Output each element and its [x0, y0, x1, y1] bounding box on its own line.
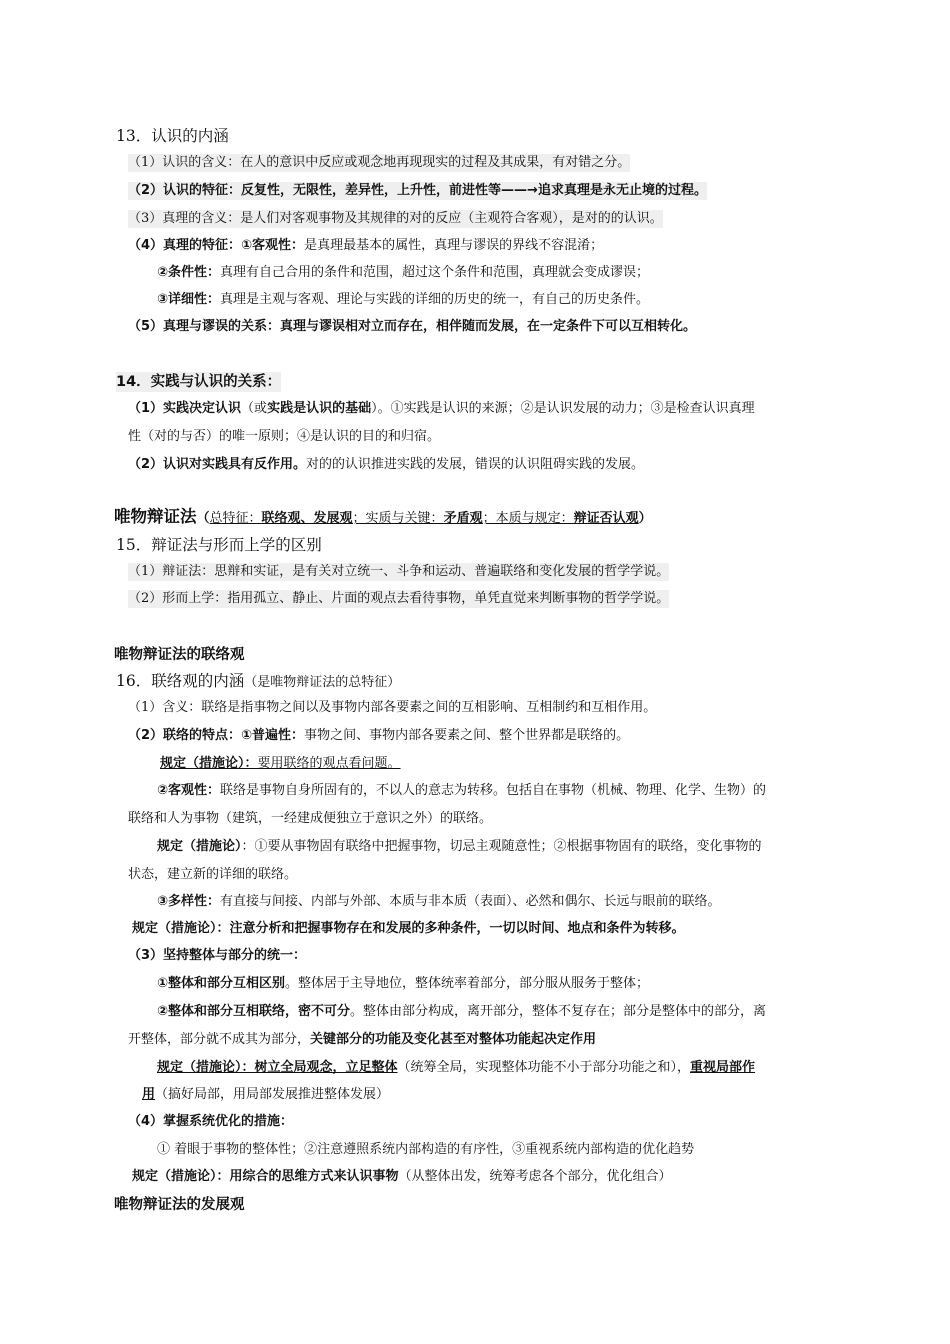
s16-line-10: （3）坚持整体与部分的统一：: [128, 948, 307, 963]
s14-line-2: 性（对的与否）的唯一原则；④是认识的目的和归宿。: [128, 429, 441, 444]
s16-line-9: 规定（措施论）：注意分析和把握事物存在和发展的多种条件，一切以时间、地点和条件为转移。: [132, 921, 685, 936]
s15-line-2: （2）形而上学：指用孤立、静止、片面的观点去看待事物，单凭直觉来判断事物的哲学学说。: [128, 591, 670, 606]
s14-line-1: [128, 400, 755, 418]
s16-line-18: [132, 1168, 672, 1186]
s13-line-1: （1）认识的含义：在人的意识中反应或观念地再现现实的过程及其成果，有对错之分。: [128, 155, 631, 170]
s13-line-4-text: 是真理最基本的属性，真理与谬误的界线不容混淆；: [304, 238, 604, 253]
s13-line-2: （2）认识的特征：反复性，无限性，差异性，上升性，前进性等——→追求真理是永无止境的过程。: [128, 183, 707, 198]
s16-line-1: （1）含义：联络是指事物之间以及事物内部各要素之间的互相影响、互相制约和互相作用。: [128, 700, 657, 715]
section-14-title: 14．实践与认识的关系：: [116, 374, 282, 390]
s16-line-15-head: 用: [142, 1087, 156, 1102]
s16-line-15-text: （搞好局部，用局部发展推进整体发展）: [155, 1087, 390, 1102]
s14-line-1-b: （或: [241, 401, 268, 416]
dialectics-core-value: 矛盾观: [443, 511, 483, 526]
s16-line-6-text: ：①要从事物固有联络中把握事物，切忌主观随意性；②根据事物固有的联络，变化事物的: [241, 839, 762, 854]
s16-line-13: [128, 1031, 596, 1049]
s16-line-3-text: 要用联络的观点看问题。: [257, 756, 401, 771]
s16-line-2-text: 事物之间、事物内部各要素之间、整个世界都是联络的。: [304, 728, 630, 743]
s16-line-16: （4）掌握系统优化的措施：: [128, 1114, 294, 1129]
s16-line-15: [142, 1086, 389, 1104]
s16-line-11-text: 。整体居于主导地位，整体统率着部分，部分服从服务于整体；: [285, 976, 650, 991]
dialectics-general-value: 联络观、发展观: [261, 511, 353, 526]
s13-line-4: [128, 237, 603, 255]
s16-line-14: [157, 1059, 755, 1077]
dialectics-heading: [114, 506, 652, 531]
s16-line-18-label: 规定（措施论）：用综合的思维方式来认识事物: [132, 1169, 399, 1184]
s16-line-13-text: 开整体，部分就不成其为部分，: [128, 1032, 311, 1047]
s16-line-11: [157, 975, 649, 993]
s13-line-5-text: 真理有自己合用的条件和范围，超过这个条件和范围，真理就会变成谬误；: [220, 265, 650, 280]
lianluo-heading: 唯物辩证法的联络观: [114, 647, 245, 663]
s16-line-17: ① 着眼于事物的整体性；②注意遵照系统内部构造的有序性，③重视系统内部构造的优化趋势: [157, 1142, 695, 1157]
dialectics-essence-label: ；本质与规定：: [482, 511, 574, 526]
s14-line-1-c: 实践是认识的基础: [267, 401, 372, 416]
section-13-title: 13．认识的内涵: [116, 127, 229, 145]
dialectics-core-label: ；实质与关键：: [352, 511, 444, 526]
s15-line-1: （1）辩证法：思辩和实证，是有关对立统一、斗争和运动、普遍联络和变化发展的哲学学说。: [128, 564, 670, 579]
s16-line-5: 联络和人为事物（建筑，一经建成便独立于意识之外）的联络。: [128, 811, 493, 826]
s14-line-3: [128, 456, 644, 474]
s16-line-12-text: 。整体由部分构成，离开部分，整体不复存在；部分是整体中的部分，离: [350, 1004, 767, 1019]
s16-line-12: [157, 1003, 766, 1021]
s16-line-13-bold: 关键部分的功能及变化甚至对整体功能起决定作用: [310, 1032, 597, 1047]
s14-line-3-b: 对的的认识推进实践的发展，错误的认识阻碍实践的发展。: [306, 457, 645, 472]
s13-line-4-label: （4）真理的特征：①客观性：: [128, 238, 305, 253]
s16-line-3-label: 规定（措施论）：: [160, 756, 258, 771]
s13-line-5: [157, 264, 649, 282]
s16-line-18-text: （从整体出发，统筹考虑各个部分，优化组合）: [398, 1169, 672, 1184]
section-16-note: （是唯物辩证法的总特征）: [244, 675, 401, 690]
s16-line-3: [160, 755, 401, 773]
s13-line-7: （5）真理与谬误的关系：真理与谬误相对立而存在，相伴随而发展，在一定条件下可以互相转化。: [128, 319, 697, 334]
s16-line-2: [128, 727, 629, 745]
s16-line-8: [157, 893, 721, 911]
s16-line-2-label: （2）联络的特点：①普遍性：: [128, 728, 305, 743]
section-16-title: 16．联络观的内涵: [116, 672, 245, 690]
s16-line-11-label: ①整体和部分互相区别: [157, 976, 286, 991]
section-16-title-line: [116, 671, 400, 692]
s14-line-3-a: （2）认识对实践具有反作用。: [128, 457, 307, 472]
dialectics-paren-close: ）: [638, 511, 652, 526]
dialectics-title: 唯物辩证法: [114, 507, 197, 526]
s16-line-4-label: ②客观性：: [157, 783, 221, 798]
s16-line-7: 状态，建立新的详细的联络。: [128, 867, 298, 882]
section-15-title: 15．辩证法与形而上学的区别: [116, 536, 322, 554]
s13-line-3: （3）真理的含义：是人们对客观事物及其规律的对的反应（主观符合客观），是对的的认识。: [128, 211, 663, 226]
s16-line-8-text: 有直接与间接、内部与外部、本质与非本质（表面）、必然和偶尔、长远与眼前的联络。: [220, 894, 721, 909]
s16-line-14-text: （统筹全局，实现整体功能不小于部分功能之和），: [397, 1060, 691, 1075]
s13-line-6: [157, 291, 649, 309]
s16-line-14-tail: 重视局部作: [690, 1060, 756, 1075]
s13-line-5-label: ②条件性：: [157, 265, 221, 280]
s16-line-4-text: 联络是事物自身所固有的，不以人的意志为转移。包括自在事物（机械、物理、化学、生物）的: [220, 783, 767, 798]
s16-line-12-label: ②整体和部分互相联络，密不可分: [157, 1004, 351, 1019]
s14-line-1-a: （1）实践决定认识: [128, 401, 242, 416]
dialectics-paren-open: （: [196, 511, 210, 526]
s13-line-6-text: 真理是主观与客观、理论与实践的详细的历史的统一，有自己的历史条件。: [220, 292, 650, 307]
dialectics-general-label: 总特征：: [209, 511, 262, 526]
fazhan-heading: 唯物辩证法的发展观: [114, 1197, 245, 1213]
s16-line-4: [157, 782, 766, 800]
s13-line-6-label: ③详细性：: [157, 292, 221, 307]
s16-line-6-label: 规定（措施论）: [157, 839, 242, 854]
s16-line-8-label: ③多样性：: [157, 894, 221, 909]
dialectics-essence-value: 辩证否认观: [573, 511, 639, 526]
s16-line-6: [157, 838, 762, 856]
s16-line-14-label: 规定（措施论）：树立全局观念，立足整体: [157, 1060, 398, 1075]
s14-line-1-d: ）。①实践是认识的来源；②是认识发展的动力；③是检查认识真理: [371, 401, 755, 416]
